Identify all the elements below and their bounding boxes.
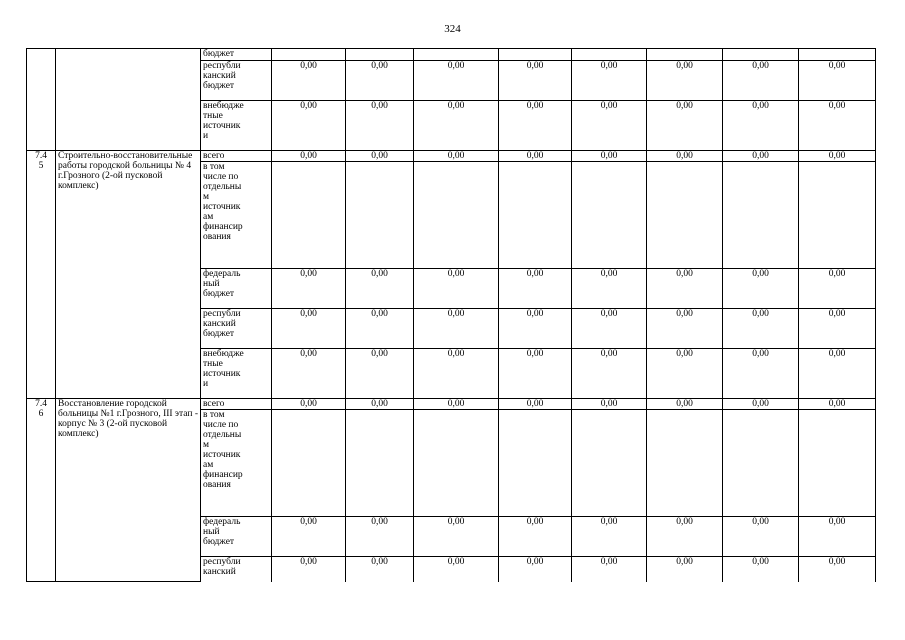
amount-cell: 0,00 [346, 517, 414, 557]
amount-cell: 0,00 [647, 61, 723, 101]
amount-cell: 0,00 [499, 399, 572, 410]
amount-cell: 0,00 [272, 399, 346, 410]
amount-cell: 0,00 [799, 557, 876, 582]
amount-cell: 0,00 [799, 349, 876, 399]
amount-cell: 0,00 [799, 151, 876, 162]
amount-cell [572, 410, 647, 517]
amount-cell: 0,00 [499, 269, 572, 309]
item-index: 7.4 6 [27, 399, 56, 582]
amount-cell [499, 410, 572, 517]
amount-cell: 0,00 [272, 269, 346, 309]
amount-cell: 0,00 [272, 557, 346, 582]
amount-cell: 0,00 [723, 269, 799, 309]
amount-cell: 0,00 [572, 269, 647, 309]
amount-cell: 0,00 [414, 151, 499, 162]
amount-cell: 0,00 [799, 517, 876, 557]
amount-cell: 0,00 [346, 557, 414, 582]
amount-cell: 0,00 [799, 61, 876, 101]
amount-cell: 0,00 [572, 557, 647, 582]
amount-cell: 0,00 [346, 269, 414, 309]
item-index: 7.4 5 [27, 151, 56, 399]
amount-cell [647, 162, 723, 269]
amount-cell: 0,00 [499, 61, 572, 101]
funding-source: внебюдже тные источник и [201, 101, 272, 151]
amount-cell: 0,00 [723, 557, 799, 582]
amount-cell [499, 49, 572, 61]
amount-cell: 0,00 [723, 61, 799, 101]
amount-cell: 0,00 [346, 61, 414, 101]
amount-cell: 0,00 [414, 557, 499, 582]
amount-cell [647, 49, 723, 61]
amount-cell: 0,00 [572, 349, 647, 399]
amount-cell: 0,00 [272, 61, 346, 101]
amount-cell [414, 162, 499, 269]
amount-cell: 0,00 [572, 151, 647, 162]
amount-cell: 0,00 [723, 349, 799, 399]
amount-cell: 0,00 [647, 399, 723, 410]
funding-source: республи канский бюджет [201, 309, 272, 349]
item-name [56, 49, 201, 151]
amount-cell: 0,00 [647, 517, 723, 557]
amount-cell [272, 410, 346, 517]
funding-source: бюджет [201, 49, 272, 61]
amount-cell: 0,00 [647, 557, 723, 582]
amount-cell [572, 49, 647, 61]
amount-cell: 0,00 [799, 399, 876, 410]
amount-cell [272, 162, 346, 269]
amount-cell: 0,00 [799, 101, 876, 151]
amount-cell: 0,00 [572, 309, 647, 349]
amount-cell: 0,00 [723, 399, 799, 410]
amount-cell: 0,00 [723, 101, 799, 151]
table-row [27, 151, 876, 162]
funding-source: республи канский [201, 557, 272, 582]
item-name: Восстановление городской больницы №1 г.Грозного, III этап - корпус № 3 (2-ой пусковой комплекс) [56, 399, 201, 582]
funding-source: федераль ный бюджет [201, 517, 272, 557]
item-index [27, 49, 56, 151]
amount-cell [572, 162, 647, 269]
amount-cell: 0,00 [346, 349, 414, 399]
amount-cell: 0,00 [414, 61, 499, 101]
funding-source: республи канский бюджет [201, 61, 272, 101]
funding-source: внебюдже тные источник и [201, 349, 272, 399]
amount-cell: 0,00 [647, 101, 723, 151]
amount-cell: 0,00 [414, 101, 499, 151]
amount-cell: 0,00 [723, 517, 799, 557]
amount-cell [799, 162, 876, 269]
amount-cell: 0,00 [723, 309, 799, 349]
funding-source: федераль ный бюджет [201, 269, 272, 309]
funding-source: в том числе по отдельны м источник ам финансир ования [201, 162, 272, 269]
table-row [27, 399, 876, 410]
amount-cell: 0,00 [272, 151, 346, 162]
amount-cell: 0,00 [272, 309, 346, 349]
amount-cell: 0,00 [572, 517, 647, 557]
amount-cell: 0,00 [499, 517, 572, 557]
amount-cell [647, 410, 723, 517]
budget-table [26, 48, 876, 582]
amount-cell: 0,00 [723, 151, 799, 162]
amount-cell: 0,00 [414, 309, 499, 349]
page-number: 324 [444, 23, 461, 35]
amount-cell: 0,00 [647, 151, 723, 162]
amount-cell: 0,00 [799, 269, 876, 309]
funding-source: в том числе по отдельны м источник ам финансир ования [201, 410, 272, 517]
amount-cell: 0,00 [647, 349, 723, 399]
amount-cell [414, 49, 499, 61]
amount-cell: 0,00 [272, 517, 346, 557]
table-row [27, 49, 876, 61]
amount-cell: 0,00 [499, 151, 572, 162]
table-body [27, 49, 876, 582]
amount-cell: 0,00 [499, 557, 572, 582]
amount-cell [799, 49, 876, 61]
amount-cell [799, 410, 876, 517]
amount-cell: 0,00 [272, 101, 346, 151]
amount-cell: 0,00 [647, 309, 723, 349]
amount-cell [346, 162, 414, 269]
amount-cell: 0,00 [346, 101, 414, 151]
amount-cell: 0,00 [346, 151, 414, 162]
funding-source: всего [201, 151, 272, 162]
amount-cell: 0,00 [647, 269, 723, 309]
amount-cell [346, 410, 414, 517]
amount-cell: 0,00 [414, 269, 499, 309]
amount-cell: 0,00 [346, 399, 414, 410]
amount-cell: 0,00 [414, 399, 499, 410]
amount-cell: 0,00 [572, 101, 647, 151]
amount-cell [723, 49, 799, 61]
amount-cell [414, 410, 499, 517]
amount-cell [272, 49, 346, 61]
amount-cell: 0,00 [499, 101, 572, 151]
amount-cell [346, 49, 414, 61]
amount-cell: 0,00 [414, 517, 499, 557]
amount-cell [499, 162, 572, 269]
amount-cell: 0,00 [414, 349, 499, 399]
funding-source: всего [201, 399, 272, 410]
amount-cell: 0,00 [572, 399, 647, 410]
item-name: Строительно-восстановительные работы городской больницы № 4 г.Грозного (2-ой пусковой комплекс) [56, 151, 201, 399]
amount-cell [723, 410, 799, 517]
amount-cell: 0,00 [799, 309, 876, 349]
amount-cell: 0,00 [272, 349, 346, 399]
amount-cell: 0,00 [499, 309, 572, 349]
amount-cell [723, 162, 799, 269]
amount-cell: 0,00 [572, 61, 647, 101]
amount-cell: 0,00 [346, 309, 414, 349]
amount-cell: 0,00 [499, 349, 572, 399]
